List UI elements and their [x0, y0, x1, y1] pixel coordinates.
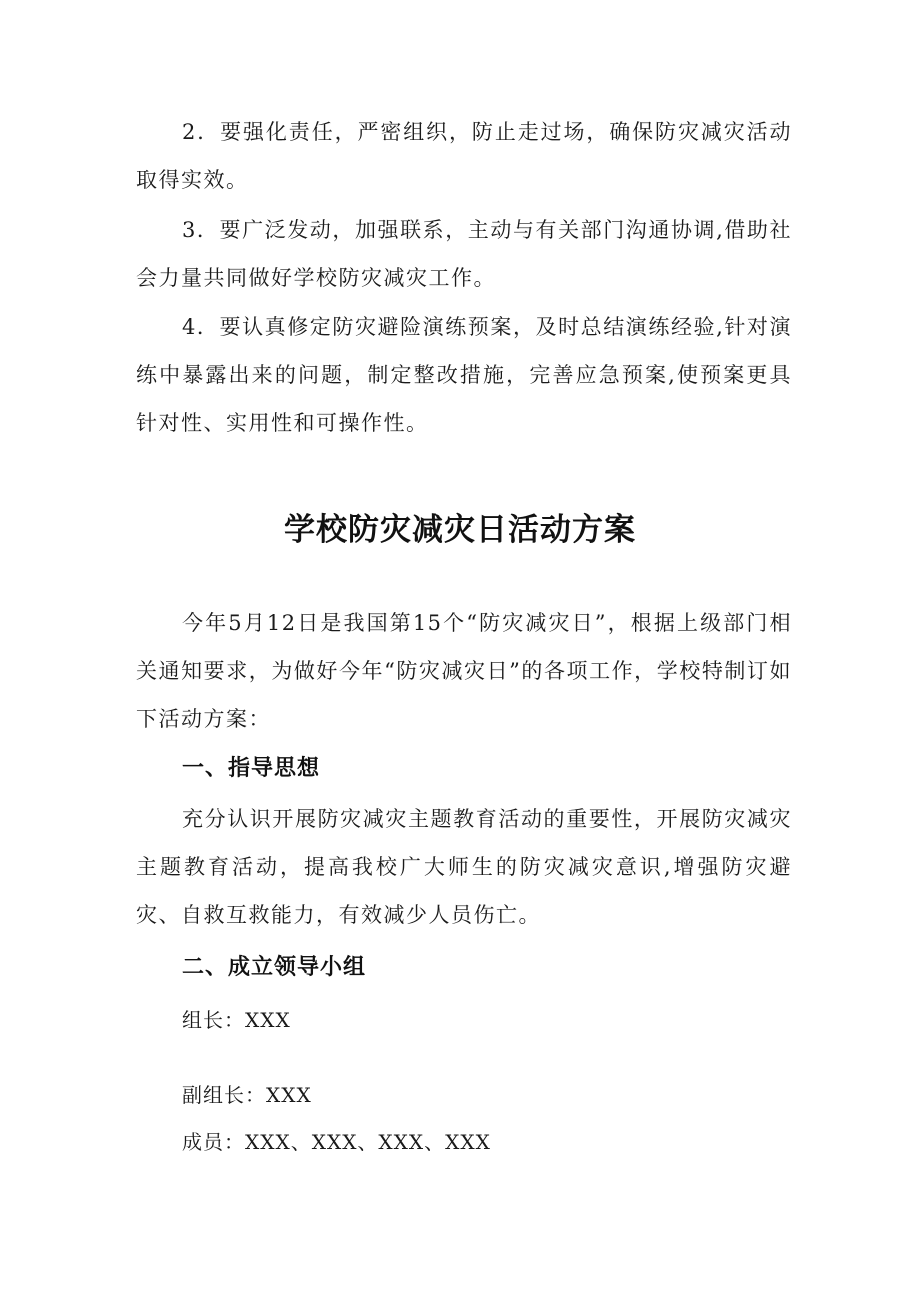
list-item-3: 3．要广泛发动，加强联系，主动与有关部门沟通协调,借助社会力量共同做好学校防灾减灾工作。	[136, 218, 792, 290]
list-item-4: 4．要认真修定防灾避险演练预案，及时总结演练经验,针对演练中暴露出来的问题，制定整改措施，完善应急预案,使预案更具针对性、实用性和可操作性。	[136, 315, 792, 435]
guiding-thought-paragraph: 充分认识开展防灾减灾主题教育活动的重要性，开展防灾减灾主题教育活动，提高我校广大师生的防灾减灾意识,增强防灾避灾、自救互救能力，有效减少人员伤亡。	[136, 807, 792, 927]
opening-paragraph: 今年5月12日是我国第15个“防灾减灾日”，根据上级部门相关通知要求，为做好今年“防灾减灾日”的各项工作，学校特制订如下活动方案：	[136, 611, 792, 731]
list-item-2: 2．要强化责任，严密组织，防止走过场，确保防灾减灾活动取得实效。	[136, 120, 792, 192]
document-title: 学校防灾减灾日活动方案	[284, 512, 636, 548]
section-heading-leadership-group: 二、成立领导小组	[182, 955, 367, 980]
section-heading-guiding-thought: 一、指导思想	[182, 756, 321, 781]
members-line: 成员：XXX、XXX、XXX、XXX	[182, 1130, 491, 1154]
group-leader-line: 组长：XXX	[182, 1008, 291, 1032]
deputy-leader-line: 副组长：XXX	[182, 1083, 312, 1107]
